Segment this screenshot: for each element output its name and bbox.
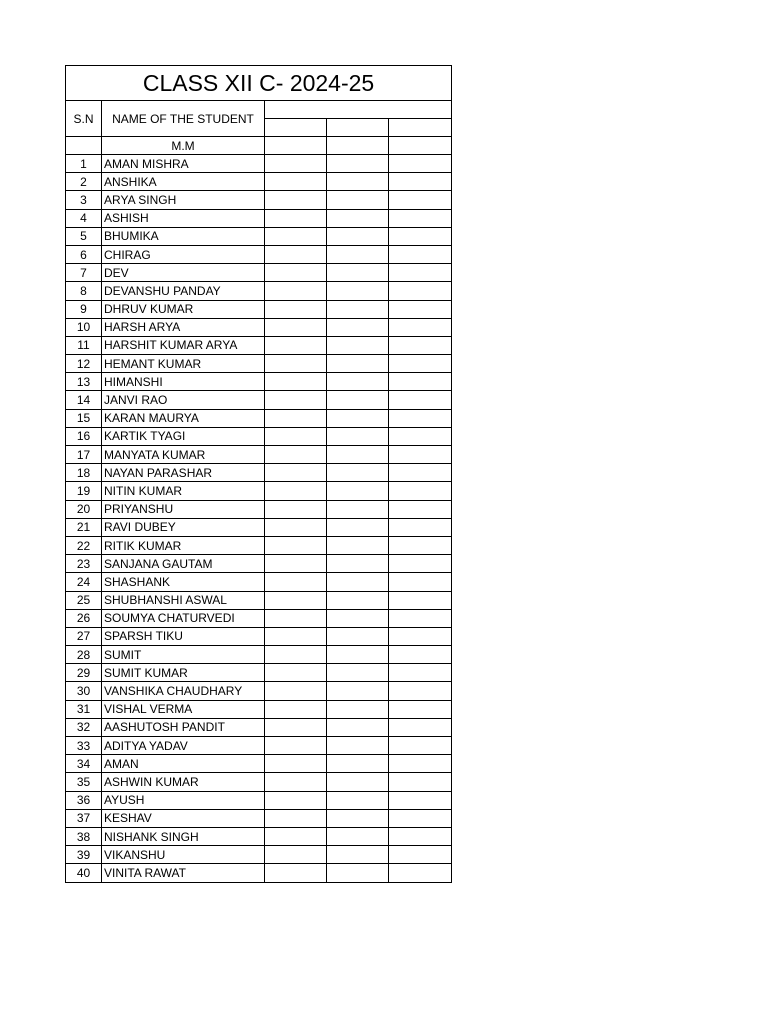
- marks-cell-1[interactable]: [265, 682, 327, 700]
- marks-cell-1[interactable]: [265, 773, 327, 791]
- marks-cell-3[interactable]: [389, 573, 452, 591]
- serial-number-cell[interactable]: 11: [66, 336, 102, 354]
- marks-cell-1[interactable]: [265, 464, 327, 482]
- student-name-cell[interactable]: HARSH ARYA: [102, 318, 265, 336]
- table-row: [66, 355, 452, 373]
- serial-number-cell[interactable]: 33: [66, 737, 102, 755]
- student-name-cell[interactable]: SUMIT KUMAR: [102, 664, 265, 682]
- marks-cell-3[interactable]: [389, 282, 452, 300]
- marks-cell-3[interactable]: [389, 409, 452, 427]
- marks-cell-2[interactable]: [327, 755, 389, 773]
- marks-cell-3[interactable]: [389, 718, 452, 736]
- marks-cell-3[interactable]: [389, 464, 452, 482]
- serial-number-cell[interactable]: 8: [66, 282, 102, 300]
- serial-number-cell[interactable]: 21: [66, 518, 102, 536]
- table-row: [66, 646, 452, 664]
- student-name-cell[interactable]: DEVANSHU PANDAY: [102, 282, 265, 300]
- marks-cell-2[interactable]: [327, 227, 389, 245]
- table-row: [66, 682, 452, 700]
- marks-cell-3[interactable]: [389, 518, 452, 536]
- marks-cell-1[interactable]: [265, 791, 327, 809]
- marks-cell-3[interactable]: [389, 227, 452, 245]
- marks-cell-2[interactable]: [327, 518, 389, 536]
- marks-cell-1[interactable]: [265, 336, 327, 354]
- marks-cell-2[interactable]: [327, 209, 389, 227]
- table-row: [66, 518, 452, 536]
- student-name-cell[interactable]: ASHISH: [102, 209, 265, 227]
- marks-cell-2[interactable]: [327, 464, 389, 482]
- student-name-cell[interactable]: AMAN: [102, 755, 265, 773]
- marks-cell-2[interactable]: [327, 536, 389, 554]
- marks-cell-1[interactable]: [265, 864, 327, 882]
- student-name-cell[interactable]: RAVI DUBEY: [102, 518, 265, 536]
- marks-cell-1[interactable]: [265, 827, 327, 845]
- marks-cell-1[interactable]: [265, 700, 327, 718]
- name-header[interactable]: NAME OF THE STUDENT: [102, 101, 265, 137]
- table-row: [66, 773, 452, 791]
- marks-cell-3[interactable]: [389, 391, 452, 409]
- student-name-cell[interactable]: DEV: [102, 264, 265, 282]
- max-marks-row: [66, 137, 452, 155]
- title-row: [66, 66, 452, 101]
- table-row: [66, 555, 452, 573]
- marks-cell-1[interactable]: [265, 264, 327, 282]
- serial-number-cell[interactable]: 38: [66, 827, 102, 845]
- student-name-cell[interactable]: KARAN MAURYA: [102, 409, 265, 427]
- serial-number-cell[interactable]: 24: [66, 573, 102, 591]
- marks-cell-1[interactable]: [265, 391, 327, 409]
- marks-cell-2[interactable]: [327, 791, 389, 809]
- marks-cell-1[interactable]: [265, 846, 327, 864]
- student-name-cell[interactable]: VINITA RAWAT: [102, 864, 265, 882]
- student-name-cell[interactable]: VISHAL VERMA: [102, 700, 265, 718]
- serial-number-cell[interactable]: 19: [66, 482, 102, 500]
- marks-cell-2[interactable]: [327, 173, 389, 191]
- mm-sn-cell[interactable]: [66, 137, 102, 155]
- student-name-cell[interactable]: SOUMYA CHATURVEDI: [102, 609, 265, 627]
- marks-cell-3[interactable]: [389, 209, 452, 227]
- student-name-cell[interactable]: HARSHIT KUMAR ARYA: [102, 336, 265, 354]
- table-row: [66, 864, 452, 882]
- marks-cell-2[interactable]: [327, 700, 389, 718]
- sheet-title[interactable]: CLASS XII C- 2024-25: [66, 66, 452, 101]
- serial-number-cell[interactable]: 23: [66, 555, 102, 573]
- subject-column-header-2[interactable]: [327, 119, 389, 137]
- student-name-cell[interactable]: CHIRAG: [102, 245, 265, 263]
- student-name-cell[interactable]: NAYAN PARASHAR: [102, 464, 265, 482]
- marks-cell-1[interactable]: [265, 627, 327, 645]
- student-name-cell[interactable]: SANJANA GAUTAM: [102, 555, 265, 573]
- marks-cell-1[interactable]: [265, 191, 327, 209]
- marks-cell-1[interactable]: [265, 446, 327, 464]
- marks-cell-2[interactable]: [327, 427, 389, 445]
- serial-number-cell[interactable]: 27: [66, 627, 102, 645]
- serial-number-cell[interactable]: 9: [66, 300, 102, 318]
- marks-cell-1[interactable]: [265, 409, 327, 427]
- marks-cell-3[interactable]: [389, 173, 452, 191]
- marks-cell-2[interactable]: [327, 773, 389, 791]
- marks-cell-2[interactable]: [327, 155, 389, 173]
- marks-cell-3[interactable]: [389, 755, 452, 773]
- marks-cell-1[interactable]: [265, 718, 327, 736]
- student-name-cell[interactable]: AMAN MISHRA: [102, 155, 265, 173]
- marks-cell-1[interactable]: [265, 809, 327, 827]
- marks-cell-1[interactable]: [265, 173, 327, 191]
- table-row: [66, 318, 452, 336]
- table-row: [66, 191, 452, 209]
- marks-cell-3[interactable]: [389, 245, 452, 263]
- table-row: [66, 827, 452, 845]
- table-row: [66, 409, 452, 427]
- student-name-cell[interactable]: AYUSH: [102, 791, 265, 809]
- marks-cell-2[interactable]: [327, 646, 389, 664]
- table-row: [66, 536, 452, 554]
- serial-number-cell[interactable]: 31: [66, 700, 102, 718]
- marks-cell-1[interactable]: [265, 482, 327, 500]
- marks-cell-2[interactable]: [327, 245, 389, 263]
- serial-number-cell[interactable]: 14: [66, 391, 102, 409]
- subject-column-header-1[interactable]: [265, 119, 327, 137]
- marks-cell-1[interactable]: [265, 209, 327, 227]
- marks-cell-3[interactable]: [389, 355, 452, 373]
- marks-cell-2[interactable]: [327, 300, 389, 318]
- marks-cell-2[interactable]: [327, 573, 389, 591]
- marks-cell-1[interactable]: [265, 282, 327, 300]
- serial-number-cell[interactable]: 18: [66, 464, 102, 482]
- table-row: [66, 336, 452, 354]
- student-name-cell[interactable]: ANSHIKA: [102, 173, 265, 191]
- sn-header[interactable]: S.N: [66, 101, 102, 137]
- serial-number-cell[interactable]: 5: [66, 227, 102, 245]
- marks-cell-3[interactable]: [389, 737, 452, 755]
- serial-number-cell[interactable]: 1: [66, 155, 102, 173]
- marks-cell-3[interactable]: [389, 700, 452, 718]
- marks-cell-1[interactable]: [265, 373, 327, 391]
- table-row: [66, 464, 452, 482]
- marks-cell-3[interactable]: [389, 664, 452, 682]
- marks-cell-3[interactable]: [389, 791, 452, 809]
- marks-cell-3[interactable]: [389, 609, 452, 627]
- marks-cell-3[interactable]: [389, 682, 452, 700]
- marks-cell-1[interactable]: [265, 591, 327, 609]
- table-row: [66, 573, 452, 591]
- table-row: [66, 427, 452, 445]
- serial-number-cell[interactable]: 22: [66, 536, 102, 554]
- marks-cell-2[interactable]: [327, 555, 389, 573]
- table-row: [66, 664, 452, 682]
- marks-cell-2[interactable]: [327, 737, 389, 755]
- header-row: [66, 101, 452, 119]
- student-name-cell[interactable]: AASHUTOSH PANDIT: [102, 718, 265, 736]
- marks-cell-3[interactable]: [389, 773, 452, 791]
- marks-cell-2[interactable]: [327, 500, 389, 518]
- serial-number-cell[interactable]: 34: [66, 755, 102, 773]
- student-name-cell[interactable]: NISHANK SINGH: [102, 827, 265, 845]
- marks-cell-1[interactable]: [265, 518, 327, 536]
- student-name-cell[interactable]: KARTIK TYAGI: [102, 427, 265, 445]
- marks-cell-2[interactable]: [327, 609, 389, 627]
- table-row: [66, 482, 452, 500]
- marks-cell-3[interactable]: [389, 155, 452, 173]
- marks-cell-3[interactable]: [389, 318, 452, 336]
- serial-number-cell[interactable]: 29: [66, 664, 102, 682]
- serial-number-cell[interactable]: 3: [66, 191, 102, 209]
- student-name-cell[interactable]: VANSHIKA CHAUDHARY: [102, 682, 265, 700]
- serial-number-cell[interactable]: 17: [66, 446, 102, 464]
- table-row: [66, 155, 452, 173]
- marks-cell-1[interactable]: [265, 155, 327, 173]
- table-row: [66, 245, 452, 263]
- marks-cell-1[interactable]: [265, 609, 327, 627]
- serial-number-cell[interactable]: 12: [66, 355, 102, 373]
- marks-cell-2[interactable]: [327, 682, 389, 700]
- marks-cell-2[interactable]: [327, 864, 389, 882]
- marks-cell-3[interactable]: [389, 482, 452, 500]
- serial-number-cell[interactable]: 39: [66, 846, 102, 864]
- serial-number-cell[interactable]: 16: [66, 427, 102, 445]
- table-row: [66, 737, 452, 755]
- marks-cell-1[interactable]: [265, 500, 327, 518]
- serial-number-cell[interactable]: 30: [66, 682, 102, 700]
- student-name-cell[interactable]: SHUBHANSHI ASWAL: [102, 591, 265, 609]
- serial-number-cell[interactable]: 6: [66, 245, 102, 263]
- marks-cell-2[interactable]: [327, 718, 389, 736]
- marks-cell-2[interactable]: [327, 282, 389, 300]
- marks-cell-2[interactable]: [327, 446, 389, 464]
- marks-cell-1[interactable]: [265, 227, 327, 245]
- table-row: [66, 227, 452, 245]
- student-marks-table: [65, 65, 452, 883]
- student-name-cell[interactable]: DHRUV KUMAR: [102, 300, 265, 318]
- marks-cell-2[interactable]: [327, 827, 389, 845]
- marks-cell-2[interactable]: [327, 809, 389, 827]
- marks-cell-1[interactable]: [265, 245, 327, 263]
- student-name-cell[interactable]: BHUMIKA: [102, 227, 265, 245]
- max-marks-label[interactable]: M.M: [102, 137, 265, 155]
- marks-cell-2[interactable]: [327, 482, 389, 500]
- student-name-cell[interactable]: ASHWIN KUMAR: [102, 773, 265, 791]
- serial-number-cell[interactable]: 2: [66, 173, 102, 191]
- marks-cell-1[interactable]: [265, 318, 327, 336]
- student-name-cell[interactable]: SPARSH TIKU: [102, 627, 265, 645]
- marks-cell-3[interactable]: [389, 336, 452, 354]
- marks-cell-1[interactable]: [265, 664, 327, 682]
- student-name-cell[interactable]: NITIN KUMAR: [102, 482, 265, 500]
- marks-cell-2[interactable]: [327, 391, 389, 409]
- marks-cell-2[interactable]: [327, 409, 389, 427]
- table-row: [66, 718, 452, 736]
- table-row: [66, 282, 452, 300]
- marks-cell-2[interactable]: [327, 627, 389, 645]
- table-row: [66, 609, 452, 627]
- table-row: [66, 846, 452, 864]
- table-row: [66, 500, 452, 518]
- marks-cell-3[interactable]: [389, 191, 452, 209]
- student-name-cell[interactable]: VIKANSHU: [102, 846, 265, 864]
- subject-header-cell[interactable]: [265, 101, 452, 119]
- marks-cell-2[interactable]: [327, 191, 389, 209]
- max-marks-cell-1[interactable]: [265, 137, 327, 155]
- table-row: [66, 700, 452, 718]
- marks-cell-3[interactable]: [389, 827, 452, 845]
- table-row: [66, 755, 452, 773]
- table-row: [66, 209, 452, 227]
- serial-number-cell[interactable]: 37: [66, 809, 102, 827]
- marks-cell-3[interactable]: [389, 555, 452, 573]
- student-name-cell[interactable]: PRIYANSHU: [102, 500, 265, 518]
- marks-cell-2[interactable]: [327, 355, 389, 373]
- marks-cell-1[interactable]: [265, 536, 327, 554]
- marks-cell-3[interactable]: [389, 809, 452, 827]
- marks-cell-2[interactable]: [327, 336, 389, 354]
- serial-number-cell[interactable]: 32: [66, 718, 102, 736]
- serial-number-cell[interactable]: 40: [66, 864, 102, 882]
- marks-cell-1[interactable]: [265, 555, 327, 573]
- marks-cell-1[interactable]: [265, 355, 327, 373]
- marks-cell-1[interactable]: [265, 646, 327, 664]
- student-name-cell[interactable]: HIMANSHI: [102, 373, 265, 391]
- marks-cell-3[interactable]: [389, 846, 452, 864]
- serial-number-cell[interactable]: 20: [66, 500, 102, 518]
- student-name-cell[interactable]: MANYATA KUMAR: [102, 446, 265, 464]
- marks-cell-2[interactable]: [327, 846, 389, 864]
- max-marks-cell-2[interactable]: [327, 137, 389, 155]
- marks-cell-2[interactable]: [327, 591, 389, 609]
- table-row: [66, 591, 452, 609]
- table-row: [66, 446, 452, 464]
- serial-number-cell[interactable]: 10: [66, 318, 102, 336]
- marks-cell-1[interactable]: [265, 755, 327, 773]
- student-name-cell[interactable]: SUMIT: [102, 646, 265, 664]
- serial-number-cell[interactable]: 25: [66, 591, 102, 609]
- table-row: [66, 373, 452, 391]
- table-row: [66, 391, 452, 409]
- marks-cell-3[interactable]: [389, 373, 452, 391]
- table-row: [66, 627, 452, 645]
- table-row: [66, 264, 452, 282]
- serial-number-cell[interactable]: 26: [66, 609, 102, 627]
- table-row: [66, 809, 452, 827]
- student-name-cell[interactable]: RITIK KUMAR: [102, 536, 265, 554]
- marks-cell-3[interactable]: [389, 627, 452, 645]
- marks-cell-2[interactable]: [327, 264, 389, 282]
- serial-number-cell[interactable]: 7: [66, 264, 102, 282]
- marks-cell-3[interactable]: [389, 264, 452, 282]
- marks-cell-2[interactable]: [327, 373, 389, 391]
- table-row: [66, 300, 452, 318]
- marks-cell-3[interactable]: [389, 864, 452, 882]
- student-name-cell[interactable]: SHASHANK: [102, 573, 265, 591]
- marks-cell-3[interactable]: [389, 446, 452, 464]
- table-row: [66, 791, 452, 809]
- marks-cell-1[interactable]: [265, 300, 327, 318]
- serial-number-cell[interactable]: 28: [66, 646, 102, 664]
- student-name-cell[interactable]: JANVI RAO: [102, 391, 265, 409]
- student-name-cell[interactable]: ARYA SINGH: [102, 191, 265, 209]
- student-name-cell[interactable]: HEMANT KUMAR: [102, 355, 265, 373]
- marks-cell-1[interactable]: [265, 427, 327, 445]
- marks-cell-3[interactable]: [389, 646, 452, 664]
- serial-number-cell[interactable]: 4: [66, 209, 102, 227]
- marks-cell-2[interactable]: [327, 664, 389, 682]
- student-name-cell[interactable]: ADITYA YADAV: [102, 737, 265, 755]
- subject-column-header-3[interactable]: [389, 119, 452, 137]
- serial-number-cell[interactable]: 36: [66, 791, 102, 809]
- serial-number-cell[interactable]: 13: [66, 373, 102, 391]
- serial-number-cell[interactable]: 35: [66, 773, 102, 791]
- marks-cell-1[interactable]: [265, 737, 327, 755]
- marks-cell-2[interactable]: [327, 318, 389, 336]
- marks-cell-1[interactable]: [265, 573, 327, 591]
- marks-cell-3[interactable]: [389, 536, 452, 554]
- table-row: [66, 173, 452, 191]
- marks-cell-3[interactable]: [389, 427, 452, 445]
- serial-number-cell[interactable]: 15: [66, 409, 102, 427]
- marks-cell-3[interactable]: [389, 300, 452, 318]
- marks-cell-3[interactable]: [389, 500, 452, 518]
- marks-cell-3[interactable]: [389, 591, 452, 609]
- student-name-cell[interactable]: KESHAV: [102, 809, 265, 827]
- max-marks-cell-3[interactable]: [389, 137, 452, 155]
